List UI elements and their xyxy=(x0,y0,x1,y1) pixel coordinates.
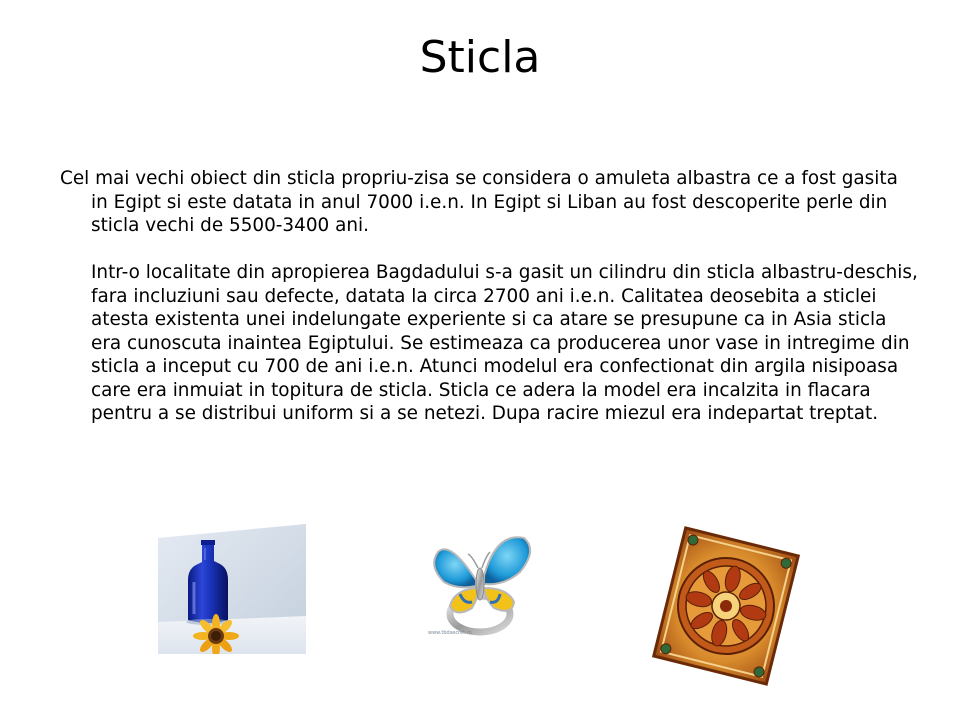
butterfly-ring-image xyxy=(420,528,542,646)
paragraph-second: Intr-o localitate din apropierea Bagdadului s-a gasit un cilindru din sticla albastru-deschis, fara incluziuni sau defecte, datata la circa 2700 ani i.e.n. Calitatea deosebita a sticlei atesta existenta unei indelungate experiente si ca atare se presupune ca in Asia sticla era cunoscuta inaintea Egiptului. Se estimeaza ca producerea unor vase in intregime din sticla a inceput cu 700 de ani i.e.n. Atunci modelul era confectionat din argila nisipoasa care era inmuiat in topitura de sticla. Sticla ce adera la model era incalzita in flacara pentru a se distribui uniform si a se netezi. Dupa racire miezul era indepartat treptat. xyxy=(91,262,918,424)
stained-glass-image xyxy=(652,522,800,688)
paragraph-spacer xyxy=(60,238,920,262)
slide-title: Sticla xyxy=(419,32,541,83)
watermark-text: www.tbdsecret.ro xyxy=(428,630,472,636)
paragraph-first: Cel mai vechi obiect din sticla propriu-zisa se considera o amuleta albastra ce a fost gasita in Egipt si este datata in anul 7000 i.e.n. In Egipt si Liban au fost descoperite perle din sticla vechi de 5500-3400 ani. xyxy=(60,168,898,236)
slide-body xyxy=(60,167,920,426)
bottle-image xyxy=(158,524,306,654)
